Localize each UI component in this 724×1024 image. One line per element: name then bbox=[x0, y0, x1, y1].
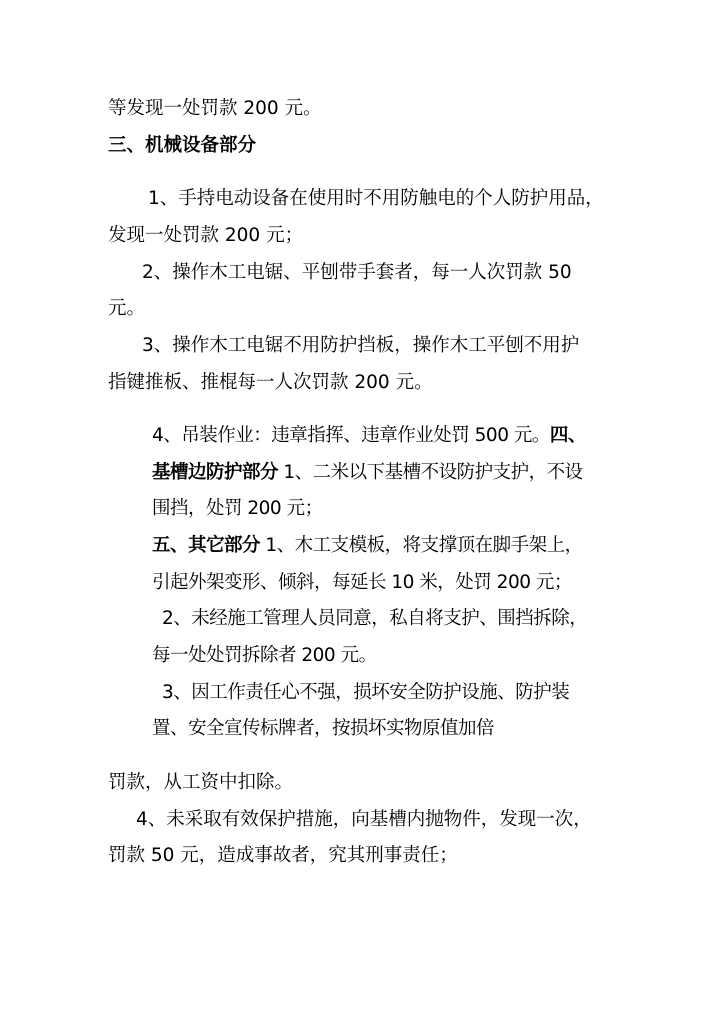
line-text: 4、吊装作业：违章指挥、违章作业处罚 500 元。 bbox=[152, 425, 550, 446]
paragraph-line: 2、未经施工管理人员同意，私自将支护、围挡拆除， bbox=[162, 608, 588, 629]
section-heading-other: 五、其它部分 bbox=[152, 535, 261, 556]
paragraph-line bbox=[152, 461, 583, 485]
line-text: 1、木工支模板，将支撑顶在脚手架上， bbox=[260, 535, 583, 556]
paragraph-line: 罚款 50 元，造成事故者，究其刑事责任； bbox=[108, 845, 458, 866]
paragraph-line bbox=[152, 534, 583, 558]
paragraph-line: 发现一处罚款 200 元； bbox=[108, 225, 304, 246]
paragraph-line: 3、操作木工电锯不用防护挡板，操作木工平刨不用护 bbox=[142, 335, 580, 356]
section-heading-machinery: 三、机械设备部分 bbox=[108, 135, 257, 156]
paragraph-line bbox=[152, 424, 586, 448]
paragraph-line: 围挡，处罚 200 元； bbox=[152, 498, 323, 519]
paragraph-line: 等发现一处罚款 200 元。 bbox=[108, 98, 322, 119]
paragraph-line: 每一处处罚拆除者 200 元。 bbox=[152, 645, 377, 666]
paragraph-line: 指键推板、推棍每一人次罚款 200 元。 bbox=[108, 372, 433, 393]
paragraph-line: 置、安全宣传标牌者，按损坏实物原值加倍 bbox=[152, 718, 495, 739]
section-heading-trench: 基槽边防护部分 bbox=[152, 462, 279, 483]
paragraph-line: 1、手持电动设备在使用时不用防触电的个人防护用品， bbox=[148, 188, 604, 209]
line-text: 1、二米以下基槽不设防护支护，不设 bbox=[278, 462, 583, 483]
paragraph-line: 3、因工作责任心不强，损坏安全防护设施、防护装 bbox=[162, 682, 570, 703]
paragraph-line: 罚款，从工资中扣除。 bbox=[108, 772, 294, 793]
paragraph-line: 2、操作木工电锯、平刨带手套者，每一人次罚款 50 bbox=[142, 262, 572, 283]
paragraph-line: 4、未采取有效保护措施，向基槽内抛物件，发现一次， bbox=[136, 809, 592, 830]
section-heading-number: 四、 bbox=[549, 425, 586, 446]
paragraph-line: 引起外架变形、倾斜，每延长 10 米，处罚 200 元； bbox=[152, 572, 572, 593]
paragraph-line: 元。 bbox=[108, 298, 146, 319]
